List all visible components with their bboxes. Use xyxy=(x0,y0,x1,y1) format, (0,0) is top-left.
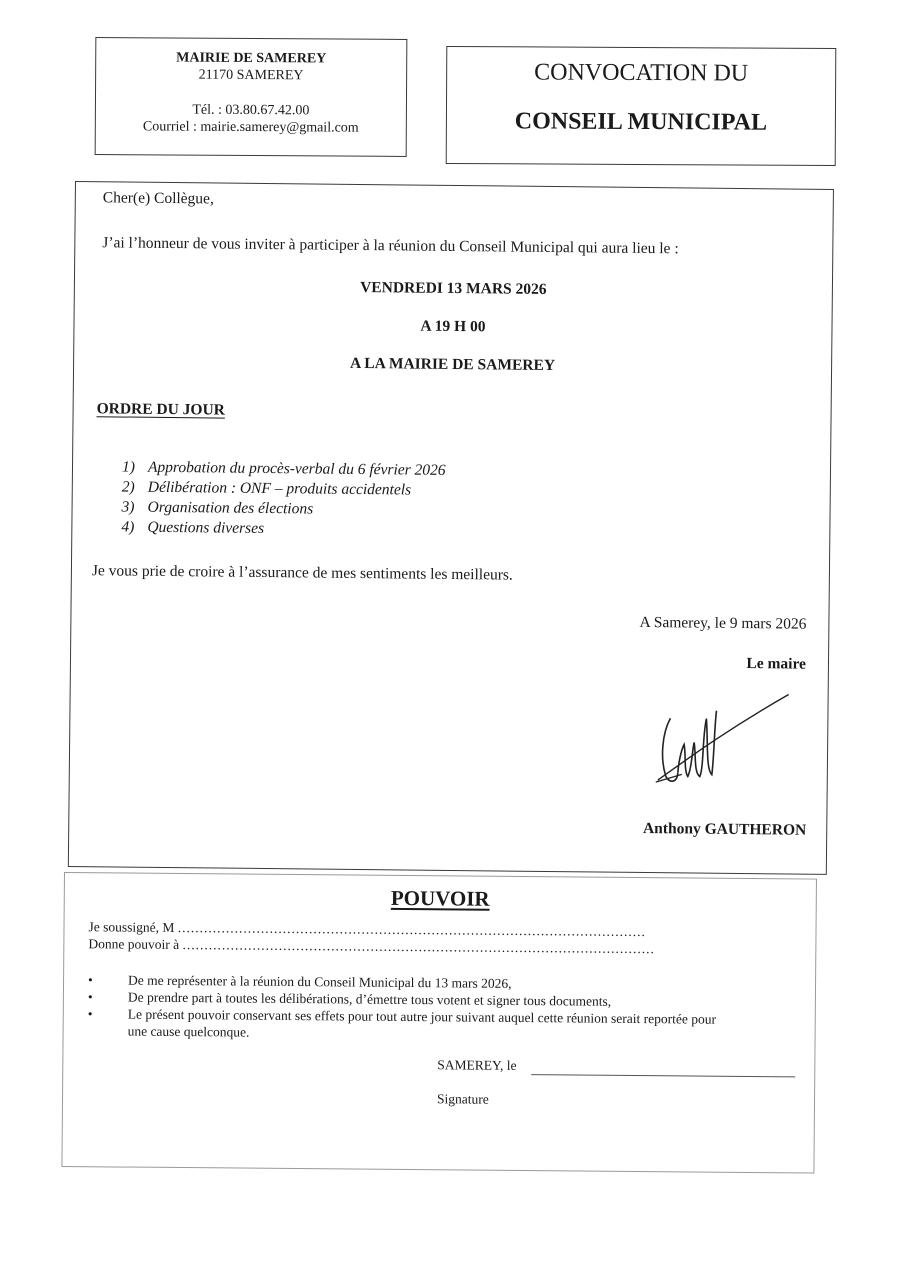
title-line-1: CONVOCATION DU xyxy=(534,59,749,87)
pouvoir-bullet: De prendre part à toutes les délibérations, d’émettre tous votent et signer tous documents, xyxy=(127,989,612,1009)
mayor-signature xyxy=(648,688,799,790)
agenda-item xyxy=(121,519,264,538)
bullet-icon: • xyxy=(87,989,93,1005)
mairie-email: Courriel : mairie.samerey@gmail.com xyxy=(142,119,359,136)
pouvoir-box xyxy=(61,872,817,1174)
agenda-item-text: Questions diverses xyxy=(147,518,265,537)
agenda-item-number: 2) xyxy=(121,478,135,496)
agenda-title: ORDRE DU JOUR xyxy=(96,400,226,419)
intro-text: J’ai l’honneur de vous inviter à participer à la réunion du Conseil Municipal qui aura lieu le : xyxy=(102,234,679,258)
agenda-item-number: 4) xyxy=(121,518,135,536)
soussigne-dots: ........................................................................................................... xyxy=(177,919,646,940)
agenda-item-number: 3) xyxy=(121,498,135,516)
meeting-time: A 19 H 00 xyxy=(420,317,486,336)
bullet-icon: • xyxy=(87,1006,93,1022)
signatory-role: Le maire xyxy=(746,655,807,673)
place-and-date: A Samerey, le 9 mars 2026 xyxy=(639,613,807,633)
pouvoir-bullet-continuation: une cause quelconque. xyxy=(127,1023,250,1040)
mairie-name: MAIRIE DE SAMEREY xyxy=(176,50,327,67)
agenda-item xyxy=(122,459,446,480)
donne-pouvoir-dots: ............................................................................................................ xyxy=(182,937,656,957)
signature-label: Signature xyxy=(436,1091,489,1107)
meeting-place: A LA MAIRIE DE SAMEREY xyxy=(350,354,556,375)
samerey-date-label: SAMEREY, le xyxy=(437,1057,517,1073)
agenda-item-text: Approbation du procès-verbal du 6 février 2026 xyxy=(147,458,446,479)
signatory-name: Anthony GAUTHERON xyxy=(642,819,807,839)
donne-pouvoir-label: Donne pouvoir à xyxy=(88,936,180,953)
pouvoir-bullet: Le présent pouvoir conservant ses effets pour tout autre jour suivant auquel cette réunion serait reportée pour xyxy=(127,1006,717,1027)
pouvoir-bullet: De me représenter à la réunion du Conseil Municipal du 13 mars 2026, xyxy=(127,972,512,991)
title-line-2: CONSEIL MUNICIPAL xyxy=(514,108,768,136)
bullet-icon: • xyxy=(87,972,93,988)
soussigne-label: Je soussigné, M xyxy=(88,919,175,935)
agenda-item xyxy=(122,479,412,500)
agenda-item xyxy=(121,499,313,519)
mairie-phone: Tél. : 03.80.67.42.00 xyxy=(192,102,310,119)
pouvoir-title: POUVOIR xyxy=(390,885,490,911)
agenda-item-text: Organisation des élections xyxy=(147,498,314,518)
salutation: Cher(e) Collègue, xyxy=(102,189,214,208)
agenda-item-number: 1) xyxy=(121,458,136,476)
mairie-address: 21170 SAMEREY xyxy=(198,67,304,84)
mairie-info-box xyxy=(95,37,408,157)
meeting-date: VENDREDI 13 MARS 2026 xyxy=(360,278,547,298)
document-title-box xyxy=(446,46,837,166)
date-input-line[interactable] xyxy=(531,1074,795,1077)
closing-text: Je vous prie de croire à l’assurance de mes sentiments les meilleurs. xyxy=(91,562,513,584)
letter-box xyxy=(68,181,834,875)
agenda-item-text: Délibération : ONF – produits accidentels xyxy=(147,478,412,499)
